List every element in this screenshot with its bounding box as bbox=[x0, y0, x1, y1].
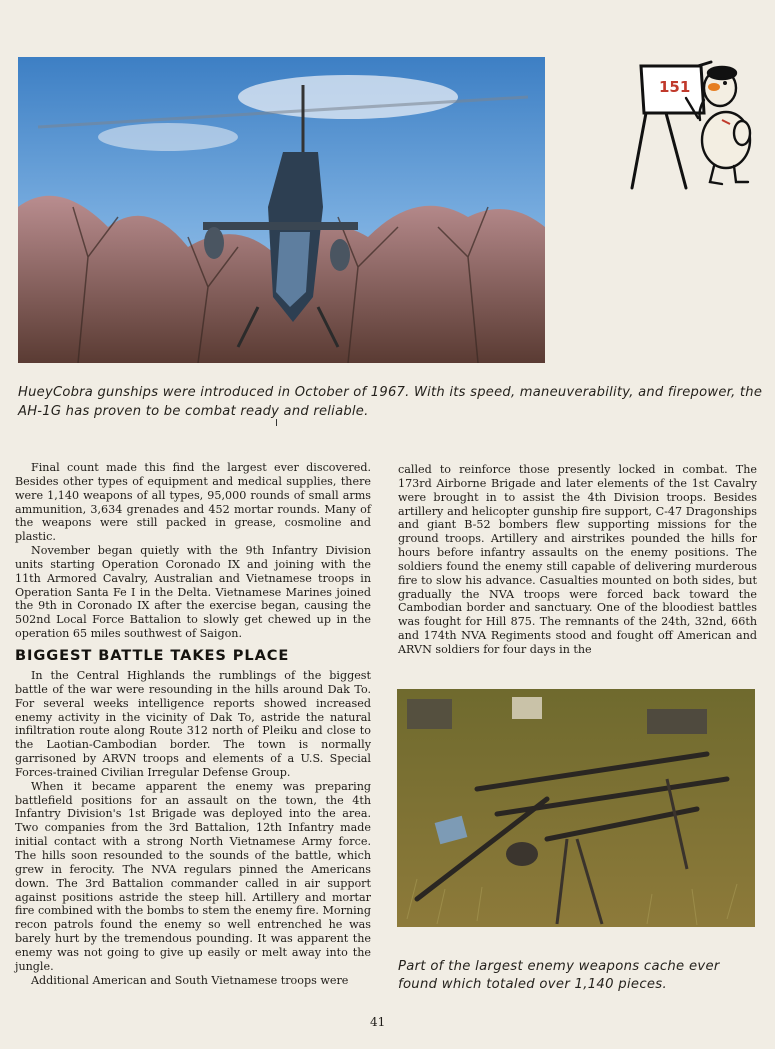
print-mark bbox=[276, 419, 277, 426]
paragraph-central-highlands: In the Central Highlands the rumblings of the biggest battle of the war were resounding in the hills around Dak To. For several weeks intelligence reports showed increased enemy activity in the vicinity of Dak To, astride the natural infiltration route along Route 312 north of Pleiku and close to the Laotian-Cambodian border. The town is normally garrisoned by ARVN troops and elements of a U.S. Special Forces-trained Civilian Irregular Defense Group. bbox=[15, 669, 371, 779]
left-column-top bbox=[15, 461, 371, 641]
left-column-bottom bbox=[15, 669, 371, 987]
paragraph-additional-troops: Additional American and South Vietnamese troops were bbox=[31, 973, 349, 987]
sign-number: 151 bbox=[659, 78, 691, 96]
paragraph-reinforcements: called to reinforce those presently locked in combat. The 173rd Airborne Brigade and later elements of the 1st Cavalry were brought in to assist the 4th Division troops. Besides artillery and helicopter gunship fire support, C-47 Dragonships and giant B-52 bombers flew supporting missions for the ground troops. Artillery and airstrikes pounded the hills for hours before infantry assaults on the enemy positions. The soldiers found the enemy still capable of delivering murderous fire to slow his advance. Casualties mounted on both sides, but gradually the NVA troops were forced back toward the Cambodian border and sanctuary. One of the bloodiest battles was fought for Hill 875. The remnants of the 24th, 32nd, 66th and 174th NVA Regiments stood and fought off American and ARVN soldiers for four days in the bbox=[398, 463, 757, 656]
paragraph-november: November began quietly with the 9th Infantry Division units starting Operation Coronado IX and joining with the 11th Armored Cavalry, Australian and Vietnamese troops in Operation Santa Fe I in the Delta. Vietnamese Marines joined the 9th in Coronado IX after the exercise began, causing the 502nd Local Force Battalion to slowly get chewed up in the operation 65 miles southwest of Saigon. bbox=[15, 544, 371, 641]
right-column bbox=[398, 463, 757, 657]
paragraph-weapons-count: Final count made this find the largest ever discovered. Besides other types of equipment and medical supplies, there were 1,140 weapons of all types, 95,000 rounds of small arms ammunition, 3,634 grenades and 452 mortar rounds. Many of the weapons were still packed in grease, cosmoline and plastic. bbox=[15, 461, 371, 544]
helicopter-caption: HueyCobra gunships were introduced in October of 1967. With its speed, maneuverability, and firepower, the AH-1G has proven to be combat ready and reliable. bbox=[18, 385, 763, 419]
helicopter-photo bbox=[18, 57, 545, 363]
paragraph-battlefield: When it became apparent the enemy was preparing battlefield positions for an assault on the town, the 4th Infantry Division's 1st Brigade was deployed into the area. Two companies from the 3rd Battalion, 12th Infantry made initial contact with a strong North Vietnamese Army force. The hills soon resounded to the sounds of the battle, which grew in ferocity. The NVA regulars pinned the Americans down. The 3rd Battalion commander called in air support against positions astride the steep hill. Artillery and mortar fire combined with the bombs to stem the enemy fire. Morning recon patrols found the enemy so well entrenched he was barely hurt by the tremendous pounding. It was apparent the enemy was not going to give up easily or melt away into the jungle. bbox=[15, 779, 371, 973]
cartoon-illustration bbox=[626, 58, 756, 192]
page-number: 41 bbox=[370, 1015, 386, 1029]
weapons-caption: Part of the largest enemy weapons cache ever found which totaled over 1,140 pieces. bbox=[398, 959, 720, 992]
section-heading: BIGGEST BATTLE TAKES PLACE bbox=[15, 647, 290, 664]
weapons-cache-photo bbox=[397, 689, 755, 927]
